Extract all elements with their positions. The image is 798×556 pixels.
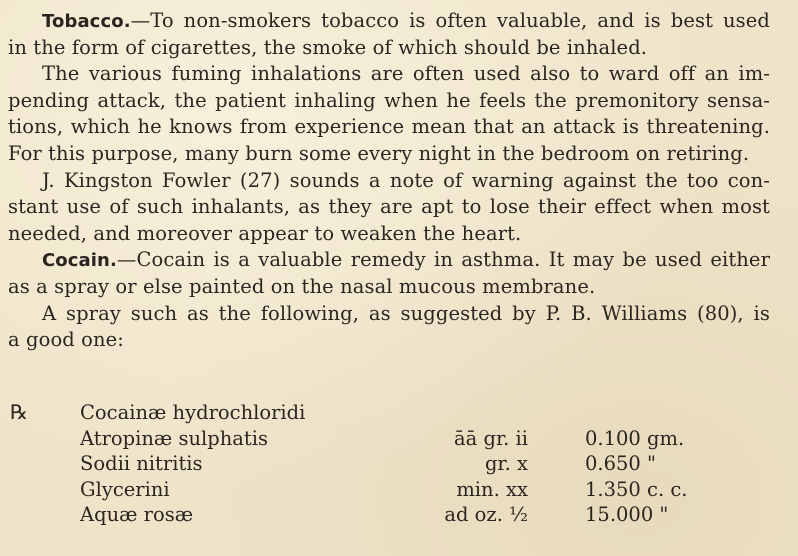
ingredient-name: Glycerini (80, 477, 170, 501)
prescription (8, 400, 768, 528)
body-text (8, 8, 770, 354)
text-line: tions, which he knows from experience mean that an attack is threatening. (8, 115, 770, 139)
section-heading-tobacco: Tobacco. (42, 11, 131, 32)
text-line: as a spray or else painted on the nasal mucous membrane. (8, 274, 596, 298)
text-line: A spray such as the following, as suggested by P. B. Williams (80), is (42, 301, 770, 325)
ingredient-dose: gr. x (484, 452, 528, 475)
prescription-row (8, 400, 768, 426)
text-line: pending attack, the patient inhaling when he feels the premonitory sensa- (8, 88, 770, 112)
prescription-row (8, 477, 768, 503)
ingredient-amount: 0.100 gm. (585, 426, 685, 450)
paragraph-spray (8, 301, 770, 354)
ingredient-amount: 0.650 " (585, 452, 656, 475)
ingredient-name: Aquæ rosæ (80, 503, 194, 526)
text-line: Cocain.—Cocain is a valuable remedy in asthma. It may be used either (42, 248, 770, 272)
ingredient-dose: min. xx (456, 477, 528, 501)
paragraph-inhalations (8, 61, 770, 167)
text-line: Tobacco.—To non-smokers tobacco is often valuable, and is best used (42, 9, 770, 32)
recipe-symbol: ℞ (10, 400, 28, 424)
prescription-row (8, 451, 768, 477)
prescription-row (8, 502, 768, 528)
ingredient-name: Cocainæ hydrochloridi (80, 401, 306, 424)
ingredient-dose: āā gr. ii (454, 426, 528, 450)
paragraph-tobacco (8, 8, 770, 61)
text-line: The various fuming inhalations are often used also to ward off an im- (42, 62, 770, 86)
ingredient-dose: ad oz. ½ (444, 503, 528, 526)
ingredient-amount: 15.000 " (585, 503, 669, 526)
paragraph-cocain (8, 247, 770, 300)
ingredient-name: Sodii nitritis (80, 452, 203, 475)
text-line: a good one: (8, 328, 124, 352)
section-heading-cocain: Cocain. (42, 250, 117, 272)
text-line: stant use of such inhalants, as they are apt to lose their effect when most (8, 195, 770, 219)
text-line: For this purpose, many burn some every night in the bedroom on retiring. (8, 141, 750, 165)
paragraph-fowler (8, 168, 770, 248)
text-line: J. Kingston Fowler (27) sounds a note of warning against the too con- (42, 168, 770, 192)
ingredient-name: Atropinæ sulphatis (80, 426, 268, 450)
prescription-row (8, 426, 768, 452)
ingredient-amount: 1.350 c. c. (585, 477, 688, 501)
text-line: needed, and moreover appear to weaken the heart. (8, 221, 522, 245)
text-line: in the form of cigarettes, the smoke of which should be inhaled. (8, 35, 648, 59)
